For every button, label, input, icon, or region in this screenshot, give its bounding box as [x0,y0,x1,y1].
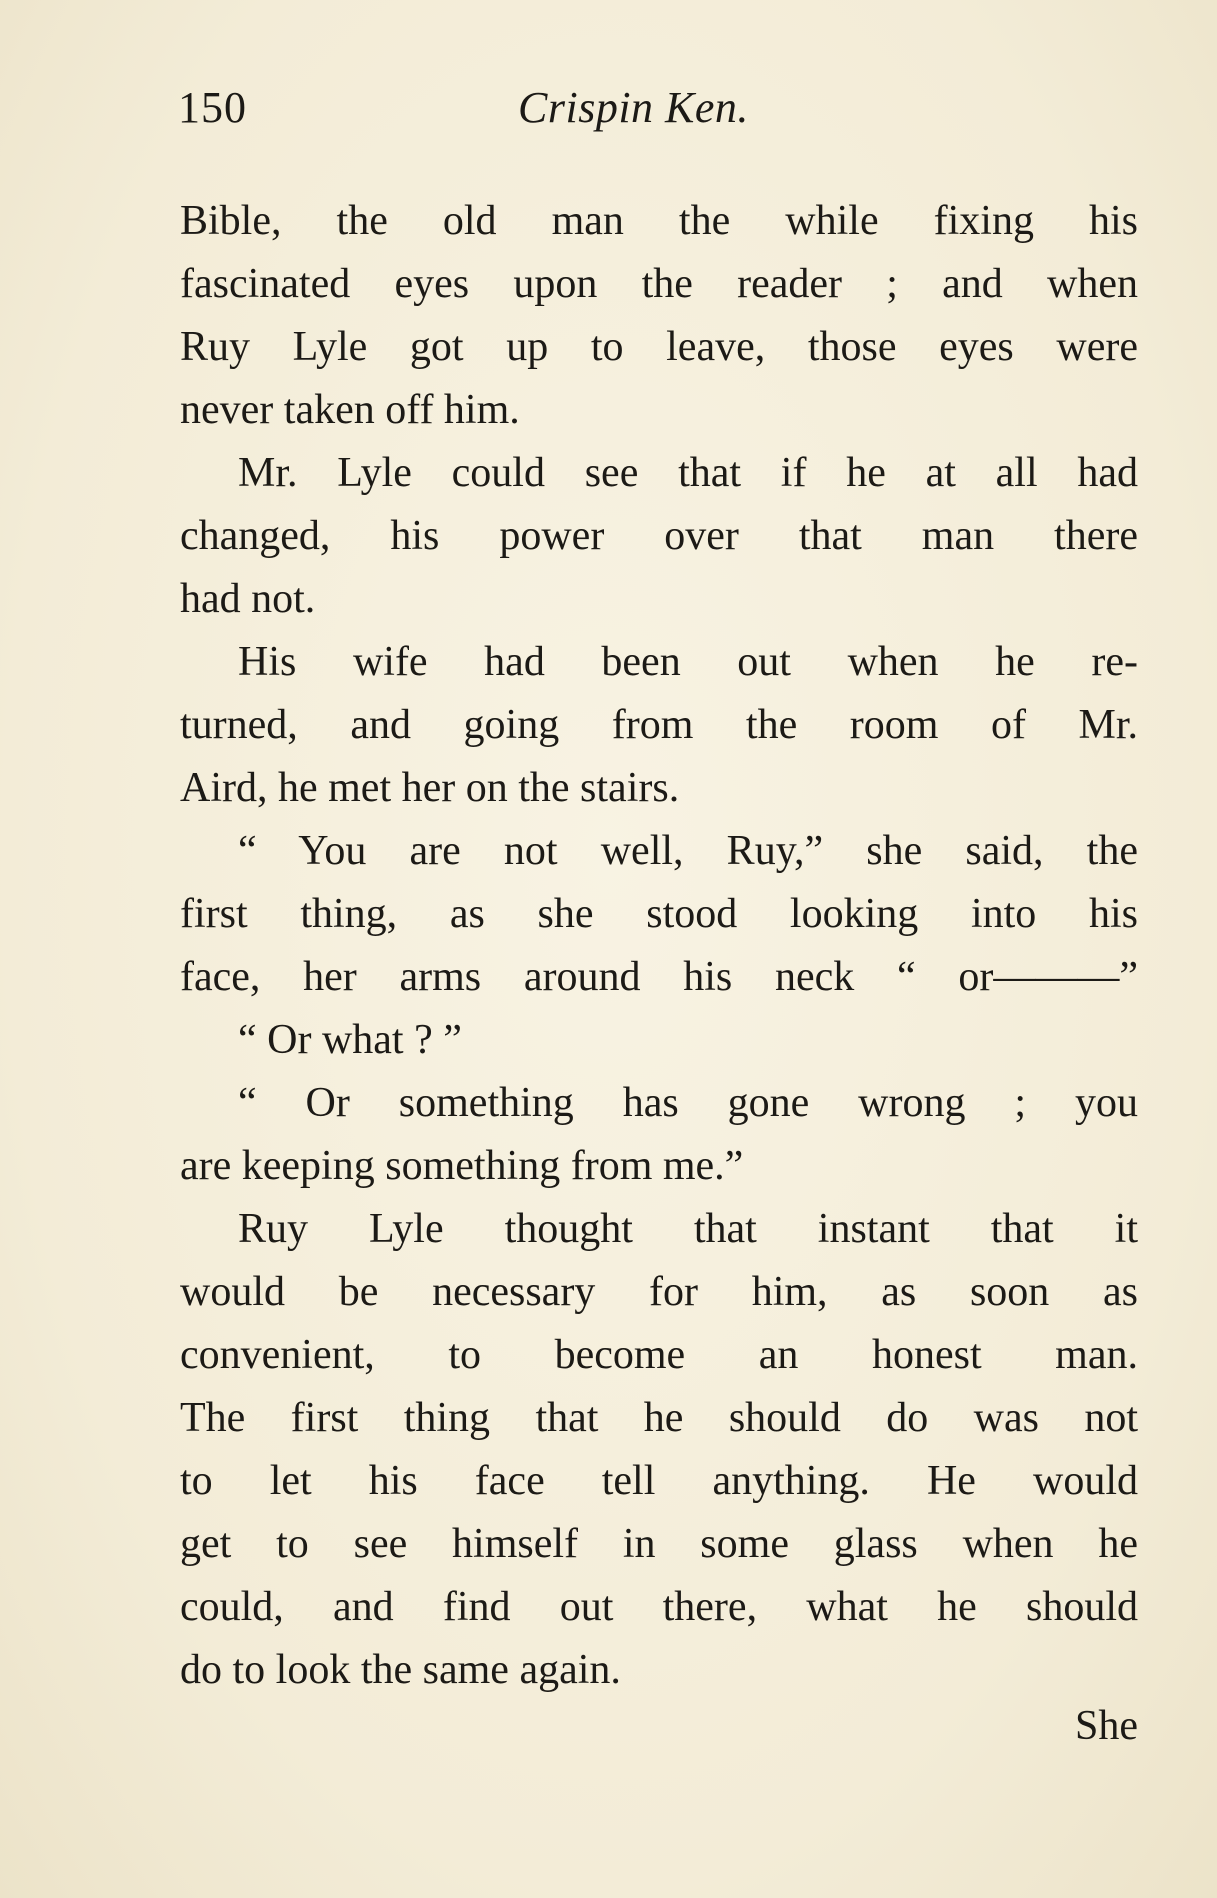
text-line: first thing, as she stood looking into his [180,891,1138,937]
text-line: to let his face tell anything. He would [180,1458,1138,1504]
text-line: Mr. Lyle could see that if he at all had [238,450,1138,496]
text-line: Ruy Lyle thought that instant that it [238,1206,1138,1252]
text-line: fascinated eyes upon the reader ; and when [180,261,1138,307]
body-text [180,190,1138,1702]
text-line: The first thing that he should do was not [180,1395,1138,1441]
text-line: “ Or something has gone wrong ; you [238,1080,1138,1126]
text-line: get to see himself in some glass when he [180,1521,1138,1567]
text-line: do to look the same again. [180,1647,621,1693]
text-line: could, and find out there, what he should [180,1584,1138,1630]
catchword: She [1075,1703,1138,1749]
text-line: are keeping something from me.” [180,1143,744,1189]
text-line: “ Or what ? ” [238,1017,462,1063]
running-title: Crispin Ken. [518,83,749,132]
text-line: would be necessary for him, as soon as [180,1269,1138,1315]
text-line: Bible, the old man the while fixing his [180,198,1138,244]
text-line: never taken off him. [180,387,520,433]
text-line: His wife had been out when he re- [238,639,1138,685]
text-line: changed, his power over that man there [180,513,1138,559]
text-line: face, her arms around his neck “ or———” [180,954,1138,1000]
text-line: turned, and going from the room of Mr. [180,702,1138,748]
text-line: “ You are not well, Ruy,” she said, the [238,828,1138,874]
text-line: had not. [180,576,316,622]
text-line: Aird, he met her on the stairs. [180,765,680,811]
page-number: 150 [178,83,247,132]
text-line: convenient, to become an honest man. [180,1332,1138,1378]
page-header [178,82,1138,142]
text-line: Ruy Lyle got up to leave, those eyes were [180,324,1138,370]
